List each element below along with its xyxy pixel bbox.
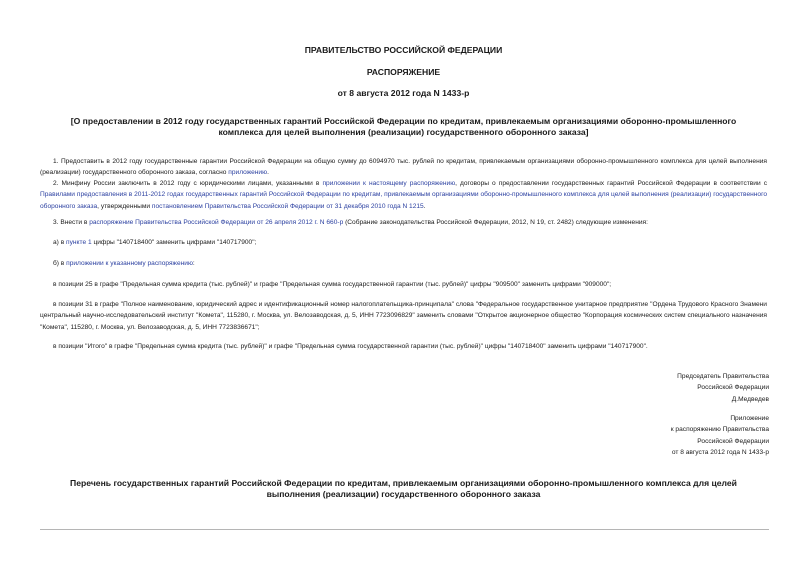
appendix-header — [671, 413, 769, 459]
signature-block — [677, 371, 769, 405]
paragraph-1-text: 1. Предоставить в 2012 году государственные гарантии Российской Федерации на общую сумму до 6094970 тыс. рублей по кредитам, привлекаемым организациями оборонно-промышленного комплекса для целей выполнения (реализации) государственного оборонного заказа, согласно — [40, 158, 767, 177]
subparagraph-a — [40, 237, 767, 248]
signature-position: Председатель Правительства — [677, 373, 769, 380]
link-appendix-of-order[interactable]: приложении к указанному распоряжению — [66, 260, 193, 267]
paragraph-1 — [40, 156, 767, 179]
document-type: РАСПОРЯЖЕНИЕ — [366, 67, 441, 77]
link-appendix-to-order[interactable]: приложении к настоящему распоряжению — [322, 180, 456, 187]
paragraph-3-text-2: (Собрание законодательства Российской Федерации, 2012, N 19, ст. 2482) следующие изменения: — [343, 219, 648, 226]
signature-name: Д.Медведев — [731, 395, 769, 403]
paragraph-2 — [40, 178, 767, 212]
link-point-1[interactable]: пункте 1 — [66, 239, 92, 246]
link-resolution-1215[interactable]: постановлением Правительства Российской Федерации от 31 декабря 2010 года N 1215 — [151, 202, 424, 210]
link-order-660[interactable]: распоряжение Правительства Российской Федерации от 26 апреля 2012 г. N 660-р — [89, 219, 344, 226]
subparagraph-a-text-1: а) в — [53, 239, 67, 246]
divider — [40, 529, 769, 530]
subparagraph-b-text-1: б) в — [53, 260, 67, 267]
paragraph-2-end: . — [423, 202, 426, 210]
item-position-31: в позиции 31 в графе "Полное наименование, юридический адрес и идентификационный номер налогоплательщика-принципала" слова "Федеральное государственное унитарное предприятие "Ордена Трудового Красного Знамени центральный научно-исследовательский институт "Комета", 115280, г. Москва, ул. Велозаводская, д. 5, ИНН 7723096829" заменить словами "Открытое акционерное общество "Корпорация космических систем специального назначения "Комета", 115280, г. Москва, ул. Велозаводская, д. 5, ИНН 7723836671"; — [40, 301, 767, 331]
subparagraph-b — [40, 258, 767, 269]
paragraph-3 — [40, 217, 767, 228]
subparagraph-a-text-2: цифры "140718400" заменить цифрами "140717900"; — [91, 239, 257, 246]
paragraph-1-end: . — [267, 169, 269, 177]
link-guarantee-rules[interactable]: Правилами предоставления в 2011-2012 годах государственных гарантий Российской Федерации по кредитам, привлекаемым организациями оборонно-промышленного комплекса для целей выполнения (реализации) государственного оборонного заказа — [40, 191, 767, 210]
document-title: [О предоставлении в 2012 году государственных гарантий Российской Федерации по кредитам, привлекаемым организациями оборонно-промышленного комплекса для целей выполнения (реализации) государственного оборонного заказа] — [70, 116, 737, 137]
document-date-number: от 8 августа 2012 года N 1433-р — [337, 88, 470, 98]
subparagraph-b-text-2: : — [192, 260, 195, 267]
item-position-total: в позиции "Итого" в графе "Предельная сумма кредита (тыс. рублей)" и графе "Предельная сумма государственной гарантии (тыс. рублей)" цифры "140718400" заменить цифрами "140717900". — [53, 343, 648, 350]
appendix-label: Приложение — [730, 415, 769, 422]
appendix-title: Перечень государственных гарантий Российской Федерации по кредитам, привлекаемым организациями оборонно-промышленного комплекса для целей выполнения (реализации) государственного оборонного заказа — [70, 478, 737, 499]
link-appendix[interactable]: приложению — [228, 169, 268, 177]
signature-organization: Российской Федерации — [697, 384, 769, 392]
item-position-25: в позиции 25 в графе "Предельная сумма кредита (тыс. рублей)" и графе "Предельная сумма государственной гарантии (тыс. рублей)" цифры "909500" заменить цифрами "909000"; — [53, 281, 612, 288]
paragraph-2-text-2: , договоры о предоставлении государственных гарантий Российской Федерации в соответствии с — [455, 180, 768, 187]
appendix-date-number: от 8 августа 2012 года N 1433-р — [671, 449, 769, 457]
paragraph-2-text-1: 2. Минфину России заключить в 2012 году с юридическими лицами, указанными в — [53, 180, 323, 187]
issuing-authority: ПРАВИТЕЛЬСТВО РОССИЙСКОЙ ФЕДЕРАЦИИ — [304, 45, 503, 55]
paragraph-2-text-3: , утвержденными — [97, 202, 152, 210]
appendix-organization: Российской Федерации — [697, 437, 769, 445]
appendix-reference: к распоряжению Правительства — [670, 426, 769, 434]
paragraph-3-text-1: 3. Внести в — [53, 219, 90, 226]
